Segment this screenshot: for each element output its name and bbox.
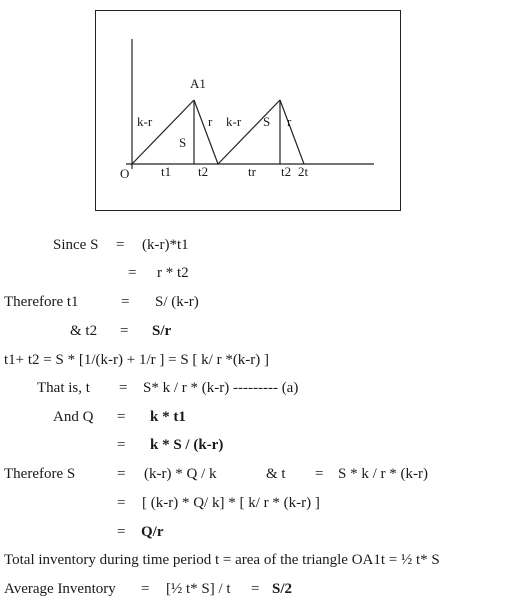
area-label-1: S [179,135,187,150]
l3-eq: = [121,294,130,310]
fall-line-1 [194,100,218,164]
l9-eq2: = [315,466,324,482]
l11-rhs: Q/r [141,524,164,540]
l10-rhs: [ (k-r) * Q/ k] * [ k/ r * (k-r) ] [142,495,320,511]
fall-line-2 [280,100,304,164]
l9-rhs: (k-r) * Q / k [144,466,217,482]
t2-label: t2 [198,164,209,179]
fall-label-2: r [287,114,292,129]
l5-text: t1+ t2 = S * [1/(k-r) + 1/r ] = S [ k/ r *(k-r) ] [4,352,270,368]
inventory-graph [96,11,402,212]
l13-rhs: S/2 [272,581,293,597]
t1-label: t1 [161,164,172,179]
l13-mid: [½ t* S] / t [166,581,231,597]
inventory-diagram [95,10,401,211]
l1-lhs: Since S [53,237,99,253]
l7-lhs: And Q [53,409,94,425]
l8-eq: = [117,437,126,453]
l9-and: & t [266,466,286,482]
l7-eq: = [117,409,126,425]
l1-eq: = [116,237,125,253]
l6-rhs: S* k / r * (k-r) --------- (a) [143,380,299,396]
l10-eq: = [117,495,126,511]
l9-rhs2: S * k / r * (k-r) [338,466,428,482]
l2-rhs: r * t2 [157,265,189,281]
l4-lhs: & t2 [70,323,98,339]
rise-label-1: k-r [137,114,153,129]
rise-label-2: k-r [226,114,242,129]
l11-eq: = [117,524,126,540]
area-label-2: S [263,114,271,129]
rise-line-2 [218,100,280,164]
l3-rhs: S/ (k-r) [155,294,199,310]
two-t-label: 2t [298,164,309,179]
fall-label-1: r [208,114,213,129]
l4-eq: = [120,323,129,339]
rise-line-1 [132,100,194,164]
l2-eq: = [128,265,137,281]
l13-lhs: Average Inventory [4,581,116,597]
l8-rhs: k * S / (k-r) [150,437,224,453]
l13-eq: = [141,581,150,597]
l12-text: Total inventory during time period t = area of the triangle OA1t = ½ t* S [4,552,440,568]
l13-eq2: = [251,581,260,597]
peak-label: A1 [190,76,206,91]
tr-label: tr [248,164,256,179]
l7-rhs: k * t1 [150,409,186,425]
l9-lhs: Therefore S [4,466,76,482]
l6-eq: = [119,380,128,396]
l6-lhs: That is, t [37,380,90,396]
t2b-label: t2 [281,164,292,179]
l3-lhs: Therefore t1 [4,294,79,310]
l9-eq: = [117,466,126,482]
l4-rhs: S/r [152,323,172,339]
origin-label: O [120,166,130,181]
l1-rhs: (k-r)*t1 [142,237,189,253]
